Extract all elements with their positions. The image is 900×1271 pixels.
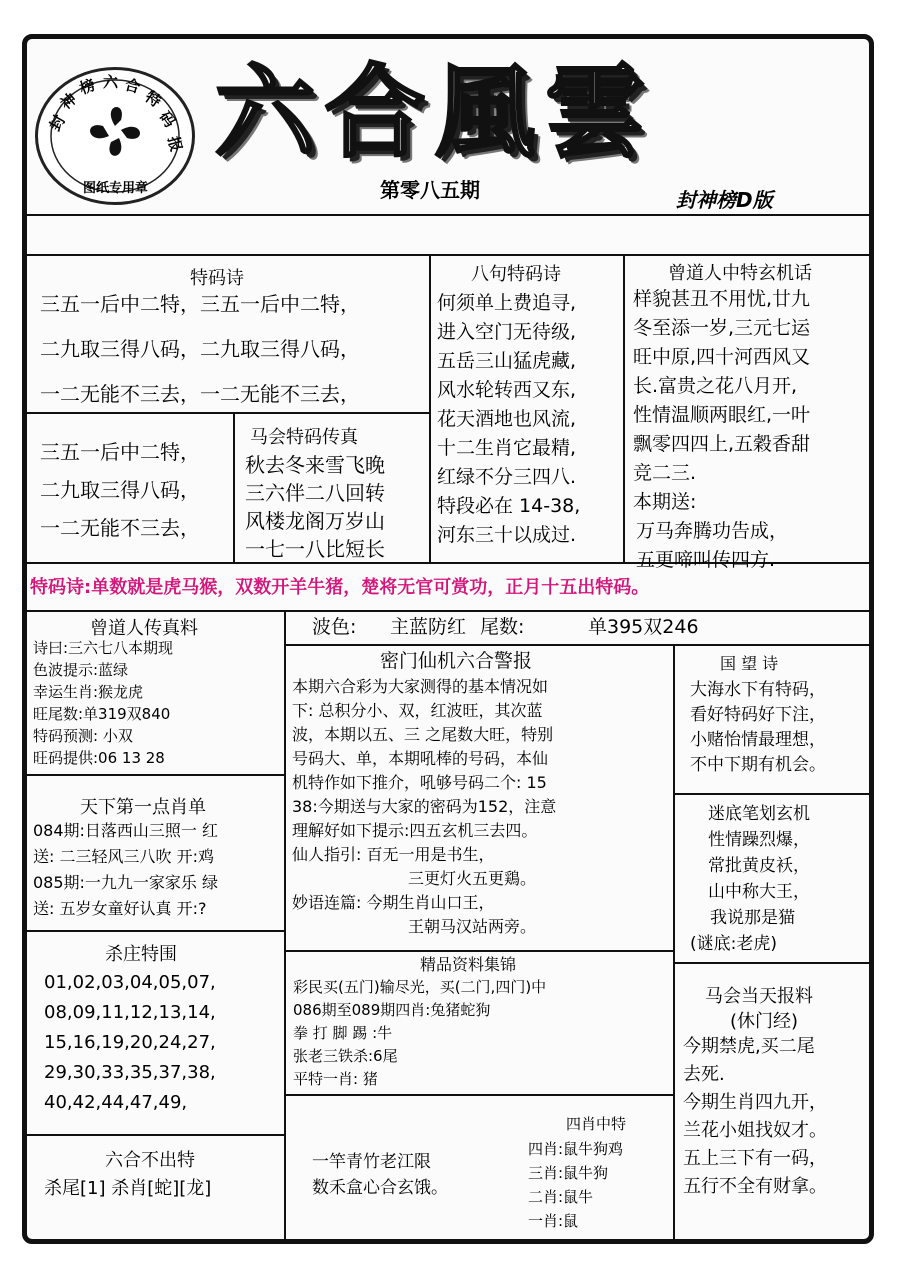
svg-text:特: 特: [141, 87, 165, 111]
eight-line: 花天酒地也风流,: [437, 408, 577, 430]
midi-line: 常批黄皮袄，: [708, 856, 810, 876]
zdr-line: 特码预测: 小双: [33, 727, 133, 745]
issue-number: 第零八五期: [380, 178, 480, 202]
sixiao-line: 三肖:鼠牛狗: [528, 1164, 609, 1182]
mimen-line: 号码大、单，本期吼棒的号码，本仙: [292, 749, 549, 768]
banner-text: 特码诗:单数就是虎马猴，双数开羊牛猪，楚将无官可赏功，正月十五出特码。: [30, 577, 650, 598]
fax-line: 三六伴二八回转: [245, 481, 385, 505]
buchu-line: 杀尾[1] 杀肖[蛇][龙]: [44, 1178, 212, 1199]
mimen-title: 密门仙机六合警报: [380, 650, 533, 672]
sixiao-line: 一肖:鼠: [528, 1212, 579, 1230]
fax-title: 马会特码传真: [250, 427, 358, 448]
svg-text:封: 封: [45, 111, 69, 134]
poem-title: 特码诗: [190, 268, 244, 289]
shazhuang-line: 29,30,33,35,37,38,: [44, 1062, 216, 1083]
jingpin-line: 张老三铁杀:6尾: [293, 1047, 398, 1065]
eight-line: 特段必在 14-38,: [437, 495, 581, 517]
divider: [27, 774, 284, 776]
zeng-line: 旺中原,四十河西风又: [633, 346, 811, 368]
eight-line: 十二生肖它最精,: [437, 437, 577, 459]
zdr-title: 曾道人传真料: [90, 618, 198, 639]
shazhuang-title: 杀庄特围: [105, 944, 177, 965]
divider: [27, 412, 429, 414]
zdr-line: 色波提示:蓝绿: [33, 661, 129, 679]
jingpin-line: 086期至089期四肖:兔猪蛇狗: [293, 1001, 491, 1019]
divider: [286, 950, 673, 952]
mimen-line: 38:今期送与大家的密码为152，注意: [292, 797, 557, 816]
divider: [27, 214, 869, 216]
divider: [27, 1134, 284, 1136]
shazhuang-line: 01,02,03,04,05,07,: [44, 972, 216, 993]
svg-text:神: 神: [57, 89, 81, 114]
zeng-line: 竞二三.: [633, 462, 697, 484]
jingpin-line: 平特一肖: 猪: [293, 1070, 378, 1088]
eight-line: 五岳三山猛虎藏,: [437, 350, 577, 372]
tianxia-line: 084期:日落西山三照一 红: [33, 821, 219, 840]
divider: [675, 962, 869, 964]
guowang-line: 大海水下有特码，: [690, 680, 826, 700]
zeng-line: 本期送:: [633, 491, 697, 513]
zeng-title: 曾道人中特玄机话: [668, 263, 812, 284]
eight-line: 风水轮转西又东,: [437, 379, 577, 401]
zeng-line: 样貌甚丑不用忧,廿九: [633, 288, 811, 310]
midi-line: 我说那是猫: [710, 908, 795, 928]
zdr-line: 旺码提供:06 13 28: [33, 749, 165, 767]
fax-line: 一七一八比短长: [245, 537, 385, 561]
poem1-short-line: 一二无能不三去，: [40, 516, 200, 540]
divider: [286, 644, 869, 646]
zdr-line: 幸运生肖:猴龙虎: [33, 683, 144, 701]
mimen-line: 下: 总积分小、双，红波旺，其次蓝: [292, 701, 543, 720]
divider: [27, 610, 869, 612]
stamp-seal: [35, 67, 195, 205]
guowang-line: 不中下期有机会。: [690, 755, 826, 775]
poemlast-line: 数禾盒心合玄饿。: [312, 1178, 448, 1198]
mimen-line: 仙人指引: 百无一用是书生，: [292, 845, 495, 864]
midi-line: 性情躁烈爆，: [708, 830, 810, 850]
mimen-line: 本期六合彩为大家测得的基本情况如: [292, 677, 549, 696]
zeng-line: 飘零四四上,五穀香甜: [633, 433, 811, 455]
jingpin-title: 精品资料集锦: [420, 955, 517, 974]
tianxia-line: 送: 五岁女童好认真 开:?: [33, 899, 207, 918]
midi-line: 山中称大王，: [708, 882, 810, 902]
mimen-line: 三更灯火五更鶏。: [408, 869, 537, 888]
eight-line: 红绿不分三四八.: [437, 466, 577, 488]
svg-text:图纸专用章: 图纸专用章: [83, 181, 149, 196]
mahui-line: 五行不全有财拿。: [683, 1176, 827, 1197]
zeng-line: 长.富贵之花八月开,: [633, 375, 798, 397]
guowang-line: 看好特码好下注，: [690, 705, 826, 725]
svg-text:码: 码: [155, 107, 180, 131]
zeng-line: 五更啼叫传四方.: [636, 549, 776, 571]
divider: [233, 414, 235, 562]
poem1-line: 三五一后中二特，三五一后中二特，: [40, 292, 360, 316]
mimen-line: 妙语连篇: 今期生肖山口王，: [292, 893, 495, 912]
mahui-line: 今期禁虎,买二尾: [683, 1036, 815, 1057]
fax-line: 秋去冬来雪飞晚: [245, 453, 385, 477]
divider: [286, 1094, 673, 1096]
mahui-line: 今期生肖四九开，: [683, 1092, 827, 1113]
eight-poem-title: 八句特码诗: [471, 264, 561, 285]
divider: [284, 612, 286, 1240]
newspaper-title: 六合風雲: [215, 53, 655, 171]
divider: [623, 256, 625, 562]
mahui-line: 五上三下有一码，: [683, 1148, 827, 1169]
stamp-graphic: [38, 70, 192, 202]
color-label: 波色:: [312, 616, 357, 638]
sixiao-line: 二肖:鼠牛: [528, 1188, 594, 1206]
mimen-line: 王朝马汉站两旁。: [408, 917, 537, 936]
tail-label: 尾数:: [480, 616, 525, 638]
shazhuang-line: 40,42,44,47,49,: [44, 1092, 188, 1113]
buchu-title: 六合不出特: [105, 1150, 195, 1171]
svg-text:榜: 榜: [77, 75, 98, 98]
zeng-line: 性情温顺两眼红,一叶: [633, 404, 811, 426]
divider: [429, 256, 431, 562]
tianxia-line: 085期:一九九一家家乐 绿: [33, 873, 219, 892]
edition-label: 封神榜D版: [676, 188, 773, 212]
poem1-short-line: 二九取三得八码，: [40, 478, 200, 502]
divider: [675, 793, 869, 795]
fax-line: 风楼龙阁万岁山: [245, 509, 385, 533]
divider: [27, 254, 869, 256]
poem1-short-line: 三五一后中二特，: [40, 440, 200, 464]
guowang-line: 小赌怡情最理想，: [690, 730, 826, 750]
tianxia-line: 送: 二三轻风三八吹 开:鸡: [33, 847, 214, 866]
color-value: 主蓝防红: [390, 616, 467, 638]
poem1-line: 一二无能不三去，一二无能不三去，: [40, 382, 360, 406]
zeng-line: 冬至添一岁,三元七运: [633, 317, 811, 339]
mahui-subtitle: (休门经): [730, 1011, 799, 1032]
svg-text:六: 六: [103, 73, 119, 91]
tianxia-title: 天下第一点肖单: [80, 797, 206, 818]
mahui-line: 兰花小姐找奴才。: [683, 1120, 827, 1141]
eight-line: 进入空门无待级,: [437, 321, 577, 343]
shazhuang-line: 08,09,11,12,13,14,: [44, 1002, 216, 1023]
guowang-title: 国 望 诗: [720, 654, 779, 673]
jingpin-line: 彩民买(五门)输尽光，买(二门,四门)中: [293, 978, 547, 996]
eight-line: 河东三十以成过.: [437, 524, 577, 546]
zeng-line: 万马奔腾功告成，: [636, 520, 789, 542]
tail-value: 单395双246: [588, 616, 699, 638]
mimen-line: 波，本期以五、三 之尾数大旺，特别: [292, 725, 554, 744]
mimen-line: 机特作如下推介，吼够号码二个: 15: [292, 773, 547, 792]
shazhuang-line: 15,16,19,20,24,27,: [44, 1032, 216, 1053]
eight-line: 何须单上费追寻,: [437, 292, 577, 314]
divider: [673, 646, 675, 1240]
sixiao-line: 四肖:鼠牛狗鸡: [528, 1140, 624, 1158]
zdr-line: 旺尾数:单319双840: [33, 705, 171, 723]
poem1-line: 二九取三得八码，二九取三得八码，: [40, 337, 360, 361]
mahui-title: 马会当天报料: [705, 986, 813, 1007]
sixiao-title: 四肖中特: [566, 1115, 627, 1133]
poemlast-line: 一竿青竹老江限: [312, 1152, 431, 1172]
mahui-line: 去死.: [683, 1064, 725, 1085]
mimen-line: 理解好如下提示:四五玄机三去四。: [292, 821, 538, 840]
divider: [27, 930, 284, 932]
midi-line: 迷底笔划玄机: [708, 804, 810, 824]
zdr-line: 诗曰:三六七八本期现: [33, 639, 174, 657]
svg-text:报: 报: [164, 134, 186, 154]
jingpin-line: 拳 打 脚 踢 :牛: [293, 1024, 393, 1042]
midi-line: (谜底:老虎): [690, 934, 777, 954]
svg-text:合: 合: [122, 75, 143, 97]
